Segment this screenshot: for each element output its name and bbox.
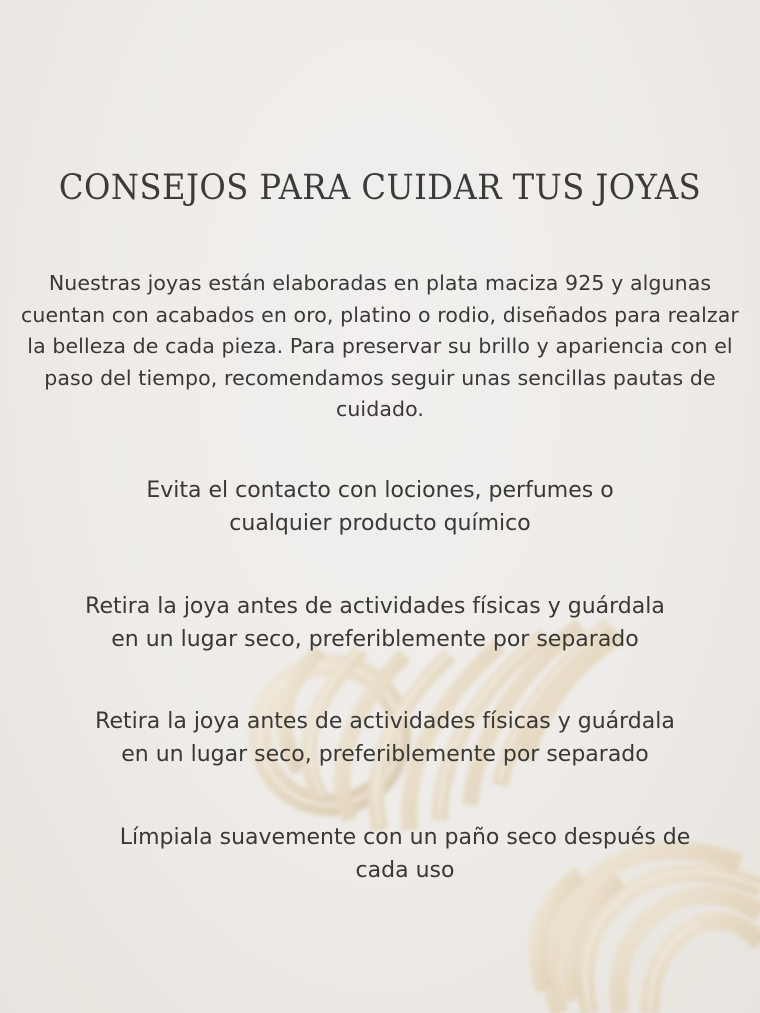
tip-item: Retira la joya antes de actividades físicas y guárdala en un lugar seco, preferiblemente por separado: [85, 594, 665, 652]
tip-item: Límpiala suavemente con un paño seco después de cada uso: [119, 825, 691, 883]
tip-item: Retira la joya antes de actividades físicas y guárdala en un lugar seco, preferiblemente por separado: [95, 709, 675, 767]
page-title: CONSEJOS PARA CUIDAR TUS JOYAS: [58, 168, 702, 208]
intro-paragraph: Nuestras joyas están elaboradas en plata maciza 925 y algunas cuentan con acabados en oro, platino o rodio, diseñados para realzar la belleza de cada pieza. Para preservar su brillo y apariencia con el paso del tiempo, recomendamos seguir unas sencillas pautas de cuidado.: [21, 271, 739, 421]
tip-item: Evita el contacto con lociones, perfumes o cualquier producto químico: [146, 478, 614, 536]
